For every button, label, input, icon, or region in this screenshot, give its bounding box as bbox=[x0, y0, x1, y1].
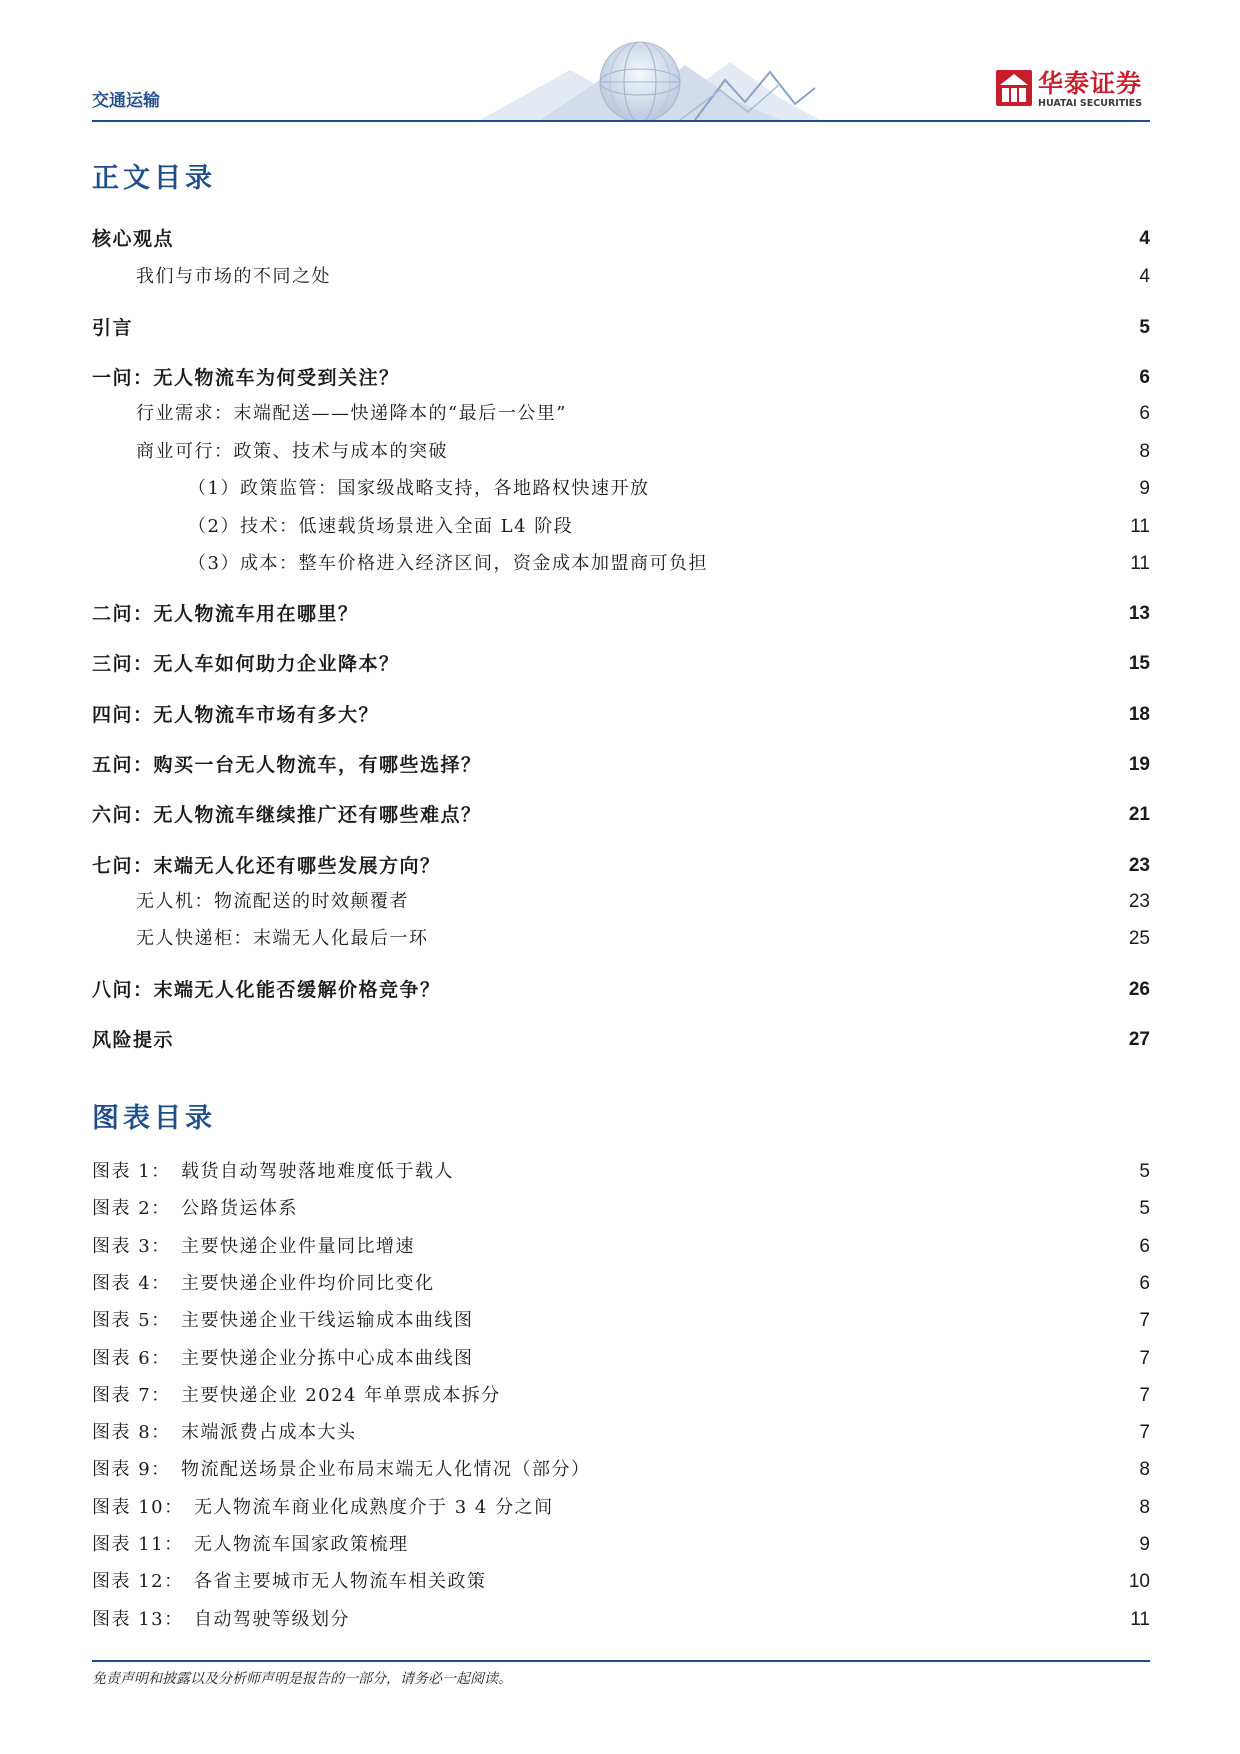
toc-entry-page: 26 bbox=[1128, 979, 1150, 1000]
figure-entry-page: 10 bbox=[1128, 1571, 1150, 1593]
figure-entry-page: 5 bbox=[1139, 1161, 1150, 1182]
figure-entry-page: 8 bbox=[1139, 1459, 1150, 1481]
figure-entry-title: 主要快递企业 2024 年单票成本拆分 bbox=[181, 1384, 501, 1406]
toc-entry-page: 11 bbox=[1130, 553, 1150, 574]
figure-entry-title: 主要快递企业件均价同比变化 bbox=[181, 1272, 435, 1294]
figure-entry-title: 末端派费占成本大头 bbox=[181, 1422, 357, 1444]
toc-entry-page: 19 bbox=[1128, 754, 1150, 775]
figure-entry-label: 图表 12： bbox=[92, 1571, 184, 1593]
toc-entry[interactable] bbox=[92, 549, 1150, 579]
toc-entry-page: 11 bbox=[1130, 516, 1150, 537]
toc-entry-text: 无人快递柜：末端无人化最后一环 bbox=[136, 928, 429, 949]
figure-entry-title: 主要快递企业分拣中心成本曲线图 bbox=[181, 1347, 474, 1369]
figure-entry-page: 7 bbox=[1139, 1422, 1150, 1444]
figure-entry[interactable] bbox=[92, 1567, 1150, 1597]
figure-entry-page: 7 bbox=[1139, 1310, 1150, 1332]
toc-entry-page: 4 bbox=[1139, 266, 1150, 287]
figure-entry-title: 自动驾驶等级划分 bbox=[194, 1608, 350, 1630]
figure-entry-title: 主要快递企业干线运输成本曲线图 bbox=[181, 1310, 474, 1332]
figure-entry-page: 7 bbox=[1139, 1384, 1150, 1406]
header-section-label: 交通运输 bbox=[92, 91, 160, 111]
toc-entry-page: 23 bbox=[1128, 891, 1150, 912]
toc-entry-page: 4 bbox=[1139, 228, 1150, 249]
figure-entry-page: 7 bbox=[1139, 1347, 1150, 1369]
figure-entry-page: 11 bbox=[1130, 1608, 1150, 1630]
toc-entry-page: 6 bbox=[1139, 367, 1150, 388]
toc-title: 正文目录 bbox=[92, 163, 216, 194]
toc-entry-page: 27 bbox=[1128, 1029, 1150, 1050]
toc-entry-page: 13 bbox=[1128, 603, 1150, 624]
toc-entry-page: 6 bbox=[1139, 403, 1150, 424]
toc-entry-text: 二问：无人物流车用在哪里？ bbox=[92, 603, 359, 625]
toc-entry-text: 六问：无人物流车继续推广还有哪些难点？ bbox=[92, 804, 482, 826]
figure-entry[interactable] bbox=[92, 1381, 1150, 1411]
figure-entry[interactable] bbox=[92, 1232, 1150, 1262]
toc-entry-text: 四问：无人物流车市场有多大？ bbox=[92, 704, 380, 726]
figure-entry-page: 6 bbox=[1139, 1272, 1150, 1294]
figures-title: 图表目录 bbox=[92, 1103, 216, 1134]
figure-entry-title: 无人物流车商业化成熟度介于 3 4 分之间 bbox=[194, 1496, 554, 1518]
huatai-logo-icon bbox=[996, 70, 1032, 106]
toc-entry[interactable] bbox=[92, 649, 1150, 679]
toc-entry[interactable] bbox=[92, 887, 1150, 917]
figure-entry-page: 5 bbox=[1139, 1198, 1150, 1220]
toc-entry-text: 引言 bbox=[92, 317, 134, 339]
toc-entry-page: 21 bbox=[1128, 804, 1150, 825]
figure-entry[interactable] bbox=[92, 1493, 1150, 1523]
figure-entry-label: 图表 11： bbox=[92, 1534, 184, 1555]
toc-entry[interactable] bbox=[92, 750, 1150, 780]
figure-entry-label: 图表 10： bbox=[92, 1496, 184, 1518]
toc-entry[interactable] bbox=[92, 224, 1150, 254]
figure-entry[interactable] bbox=[92, 1157, 1150, 1187]
figure-entry-label: 图表 5： bbox=[92, 1310, 171, 1332]
toc-entry-page: 25 bbox=[1128, 928, 1150, 949]
figure-entry-title: 各省主要城市无人物流车相关政策 bbox=[194, 1571, 487, 1593]
toc-entry[interactable] bbox=[92, 437, 1150, 467]
figure-entry-page: 9 bbox=[1139, 1534, 1150, 1555]
toc-entry[interactable] bbox=[92, 474, 1150, 504]
toc-entry-text: 七问：末端无人化还有哪些发展方向？ bbox=[92, 855, 441, 877]
figure-entry-label: 图表 4： bbox=[92, 1272, 171, 1294]
figure-entry[interactable] bbox=[92, 1306, 1150, 1336]
figure-entry[interactable] bbox=[92, 1269, 1150, 1299]
toc-entry-text: （2）技术：低速载货场景进入全面 L4 阶段 bbox=[188, 516, 574, 537]
toc-entry-text: 八问：末端无人化能否缓解价格竞争？ bbox=[92, 979, 441, 1001]
figure-entry[interactable] bbox=[92, 1344, 1150, 1374]
toc-entry-text: 五问：购买一台无人物流车，有哪些选择？ bbox=[92, 754, 482, 776]
toc-entry-text: （1）政策监管：国家级战略支持，各地路权快速开放 bbox=[188, 478, 650, 499]
toc-entry[interactable] bbox=[92, 1025, 1150, 1055]
toc-entry-text: 无人机：物流配送的时效颠覆者 bbox=[136, 891, 409, 912]
figure-entry[interactable] bbox=[92, 1455, 1150, 1485]
toc-entry-text: （3）成本：整车价格进入经济区间，资金成本加盟商可负担 bbox=[188, 553, 708, 574]
toc-entry-text: 三问：无人车如何助力企业降本？ bbox=[92, 653, 400, 675]
figure-entry[interactable] bbox=[92, 1530, 1150, 1560]
toc-entry-page: 8 bbox=[1139, 441, 1150, 462]
toc-entry-text: 风险提示 bbox=[92, 1029, 175, 1051]
toc-entry-page: 9 bbox=[1139, 478, 1150, 499]
figure-entry[interactable] bbox=[92, 1194, 1150, 1224]
toc-entry-text: 一问：无人物流车为何受到关注？ bbox=[92, 367, 400, 389]
toc-entry-text: 核心观点 bbox=[92, 228, 175, 250]
toc-entry-text: 商业可行：政策、技术与成本的突破 bbox=[136, 441, 448, 462]
figure-entry-label: 图表 7： bbox=[92, 1384, 171, 1406]
figure-entry-label: 图表 3： bbox=[92, 1235, 171, 1257]
figure-entry-title: 载货自动驾驶落地难度低于载人 bbox=[181, 1161, 454, 1182]
toc-entry-page: 18 bbox=[1128, 704, 1150, 725]
figure-entry-title: 无人物流车国家政策梳理 bbox=[194, 1534, 409, 1555]
figure-entry-label: 图表 2： bbox=[92, 1198, 171, 1220]
figure-entry[interactable] bbox=[92, 1418, 1150, 1448]
toc-entry[interactable] bbox=[92, 262, 1150, 292]
toc-entry-page: 23 bbox=[1128, 855, 1150, 876]
figure-entry[interactable] bbox=[92, 1605, 1150, 1635]
toc-entry-page: 5 bbox=[1139, 317, 1150, 338]
figure-entry-page: 8 bbox=[1139, 1496, 1150, 1518]
toc-entry[interactable] bbox=[92, 512, 1150, 542]
toc-entry[interactable] bbox=[92, 924, 1150, 954]
toc-entry[interactable] bbox=[92, 313, 1150, 343]
toc-entry[interactable] bbox=[92, 363, 1150, 393]
figure-entry-label: 图表 1： bbox=[92, 1161, 171, 1182]
toc-entry[interactable] bbox=[92, 800, 1150, 830]
figure-entry-label: 图表 8： bbox=[92, 1422, 171, 1444]
toc-entry[interactable] bbox=[92, 599, 1150, 629]
figure-entry-page: 6 bbox=[1139, 1235, 1150, 1257]
brand-logo-text bbox=[1038, 70, 1142, 110]
figure-entry-label: 图表 6： bbox=[92, 1347, 171, 1369]
toc-entry[interactable] bbox=[92, 851, 1150, 881]
figure-entry-label: 图表 13： bbox=[92, 1608, 184, 1630]
disclaimer-text: 免责声明和披露以及分析师声明是报告的一部分，请务必一起阅读。 bbox=[92, 1671, 512, 1687]
figure-entry-label: 图表 9： bbox=[92, 1459, 171, 1481]
toc-entry[interactable] bbox=[92, 975, 1150, 1005]
toc-entry-text: 行业需求：末端配送——快递降本的“最后一公里” bbox=[136, 403, 567, 424]
toc-entry[interactable] bbox=[92, 700, 1150, 730]
footer-divider bbox=[92, 1660, 1150, 1662]
brand-name-cn: 华泰证券 bbox=[1038, 69, 1143, 98]
figure-entry-title: 公路货运体系 bbox=[181, 1198, 298, 1220]
toc-entry-text: 我们与市场的不同之处 bbox=[136, 266, 331, 287]
toc-entry[interactable] bbox=[92, 399, 1150, 429]
toc-entry-page: 15 bbox=[1128, 653, 1150, 674]
figure-entry-title: 物流配送场景企业布局末端无人化情况（部分） bbox=[181, 1459, 591, 1481]
globe-network-graphic bbox=[480, 40, 820, 120]
header-divider bbox=[92, 120, 1150, 122]
brand-name-en: HUATAI SECURITIES bbox=[1038, 98, 1143, 109]
figure-entry-title: 主要快递企业件量同比增速 bbox=[181, 1235, 415, 1257]
